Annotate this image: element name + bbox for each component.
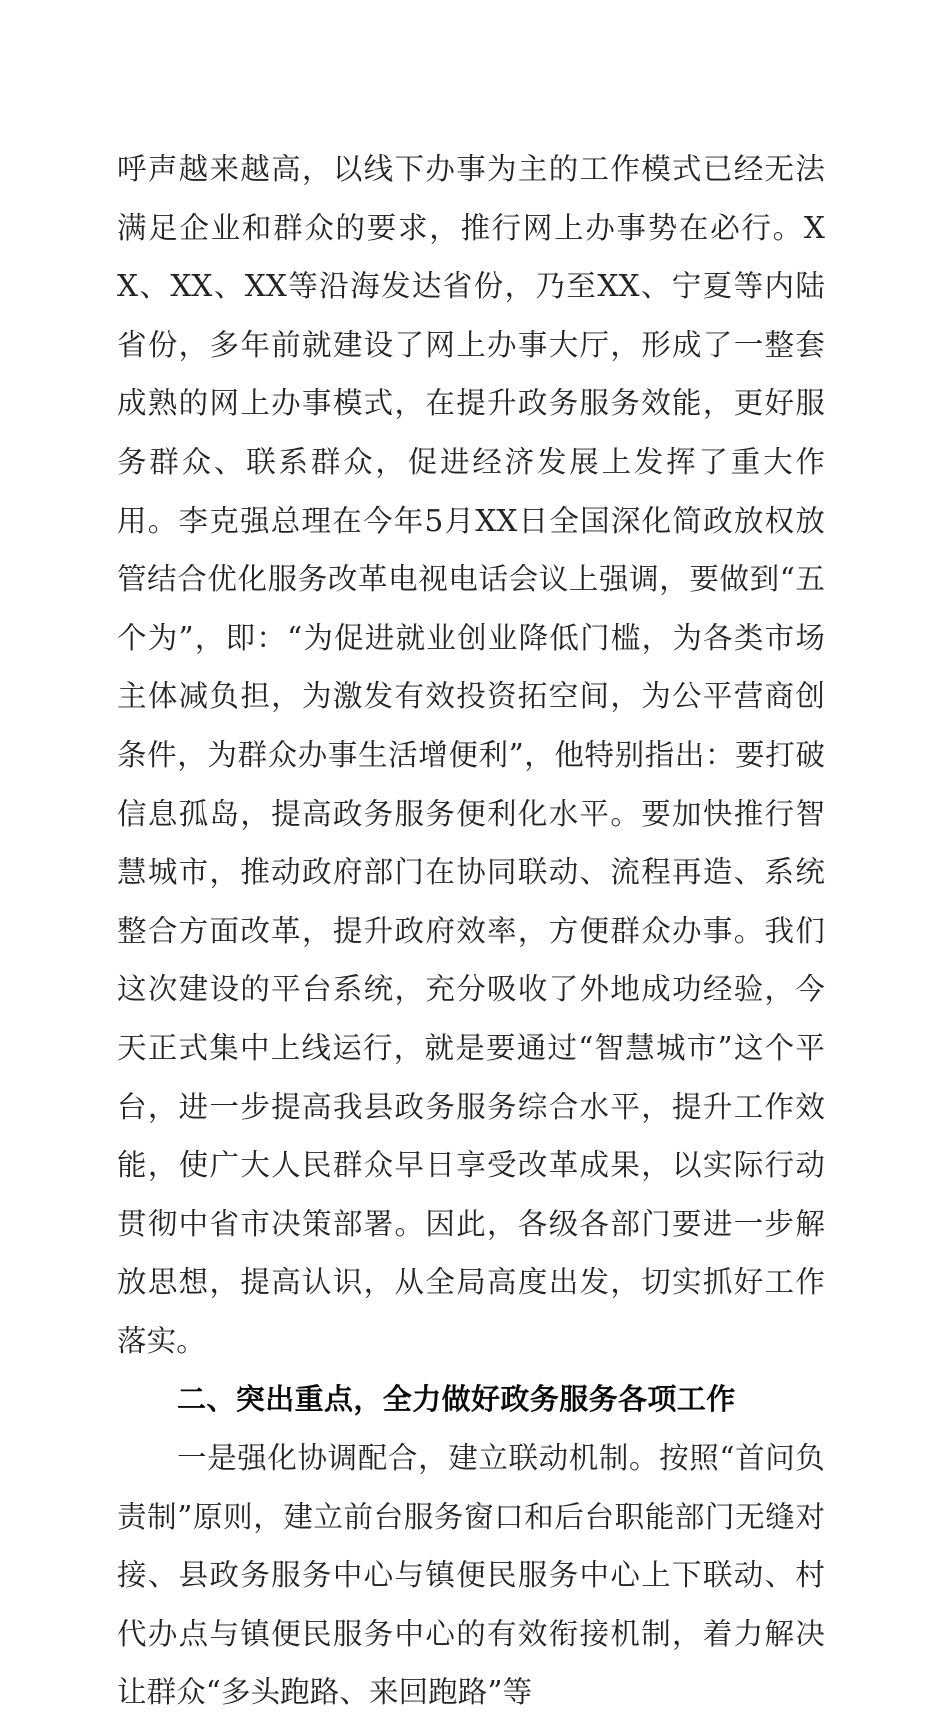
document-text-column: [117, 140, 825, 1722]
body-paragraph-1: 呼声越来越高，以线下办事为主的工作模式已经无法满足企业和群众的要求，推行网上办事势在必行。XX、XX、XX等沿海发达省份，乃至XX、宁夏等内陆省份，多年前就建设了网上办事大厅，形成了一整套成熟的网上办事模式，在提升政务服务效能，更好服务群众、联系群众，促进经济发展上发挥了重大作用。李克强总理在今年5月XX日全国深化简政放权放管结合优化服务改革电视电话会议上强调，要做到“五个为”，即：“为促进就业创业降低门槛，为各类市场主体减负担，为激发有效投资拓空间，为公平营商创条件，为群众办事生活增便利”，他特别指出：要打破信息孤岛，提高政务服务便利化水平。要加快推行智慧城市，推动政府部门在协同联动、流程再造、系统整合方面改革，提升政府效率，方便群众办事。我们这次建设的平台系统，充分吸收了外地成功经验，今天正式集中上线运行，就是要通过“智慧城市”这个平台，进一步提高我县政务服务综合水平，提升工作效能，使广大人民群众早日享受改革成果，以实际行动贯彻中省市决策部署。因此，各级各部门要进一步解放思想，提高认识，从全局高度出发，切实抓好工作落实。: [117, 152, 825, 1358]
body-paragraph-2: 一是强化协调配合，建立联动机制。按照“首问负责制”原则，建立前台服务窗口和后台职能部门无缝对接、县政务服务中心与镇便民服务中心上下联动、村代办点与镇便民服务中心的有效衔接机制，着力解决让群众“多头跑路、来回跑路”等: [117, 1441, 825, 1710]
section-heading-2: 二、突出重点，全力做好政务服务各项工作: [177, 1382, 736, 1417]
